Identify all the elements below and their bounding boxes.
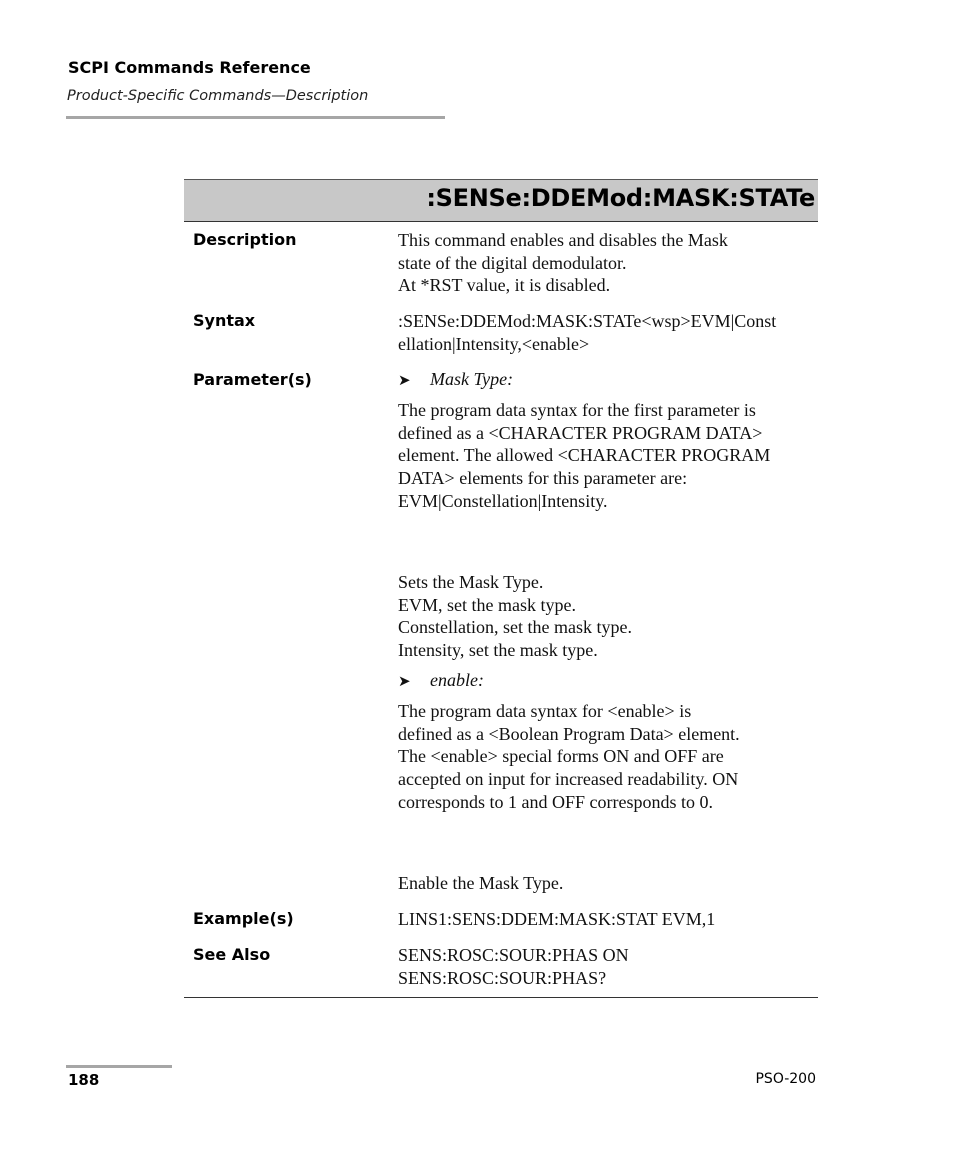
syntax-line: :SENSe:DDEMod:MASK:STATe<wsp>EVM|Const (398, 311, 777, 331)
table-bottom-divider (184, 997, 818, 998)
explanation-line: Sets the Mask Type. (398, 572, 544, 592)
see-also-line: SENS:ROSC:SOUR:PHAS ON (398, 945, 629, 965)
running-header-title: SCPI Commands Reference (68, 58, 311, 77)
definition-line: The <enable> special forms ON and OFF are (398, 746, 724, 767)
parameter-bullet (398, 670, 484, 691)
syntax-line: ellation|Intensity,<enable> (398, 333, 590, 354)
parameter-definition (398, 700, 818, 814)
running-header-subtitle: Product-Specific Commands—Description (67, 88, 369, 104)
description-label: Description (193, 230, 297, 249)
parameter-explanation (398, 571, 818, 662)
definition-line: element. The allowed <CHARACTER PROGRAM (398, 445, 771, 466)
example-line: LINS1:SENS:DDEM:MASK:STAT EVM,1 (398, 909, 716, 929)
header-divider (66, 116, 445, 119)
arrowhead-bullet-icon: ➤ (398, 674, 411, 690)
description-line: At *RST value, it is disabled. (398, 275, 611, 296)
see-also-label: See Also (193, 945, 271, 964)
examples-label: Example(s) (193, 909, 294, 928)
parameters-label: Parameter(s) (193, 370, 312, 389)
command-title-bar (184, 179, 818, 222)
explanation-line: Enable the Mask Type. (398, 873, 564, 893)
footer-divider (66, 1065, 172, 1068)
arrowhead-bullet-icon: ➤ (398, 373, 411, 389)
syntax-label: Syntax (193, 311, 256, 330)
description-line: state of the digital demodulator. (398, 252, 627, 273)
explanation-line: EVM, set the mask type. (398, 594, 576, 615)
definition-line: The program data syntax for the first parameter is (398, 400, 756, 420)
definition-line: accepted on input for increased readability. ON (398, 769, 739, 790)
examples-text (398, 908, 818, 931)
see-also-line: SENS:ROSC:SOUR:PHAS? (398, 967, 607, 988)
product-name: PSO-200 (755, 1071, 816, 1087)
parameter-bullet (398, 369, 513, 390)
command-name: :SENSe:DDEMod:MASK:STATe (426, 184, 815, 212)
see-also-text (398, 944, 818, 989)
page-number: 188 (68, 1071, 100, 1089)
parameter-name: enable: (430, 670, 484, 690)
description-line: This command enables and disables the Mask (398, 230, 728, 250)
definition-line: EVM|Constellation|Intensity. (398, 490, 608, 511)
parameter-explanation (398, 872, 818, 895)
syntax-text (398, 310, 818, 355)
description-text (398, 229, 818, 297)
definition-line: DATA> elements for this parameter are: (398, 468, 688, 489)
explanation-line: Constellation, set the mask type. (398, 617, 632, 638)
definition-line: defined as a <CHARACTER PROGRAM DATA> (398, 422, 763, 443)
definition-line: defined as a <Boolean Program Data> element. (398, 723, 740, 744)
definition-line: The program data syntax for <enable> is (398, 701, 692, 721)
parameter-definition (398, 399, 818, 513)
parameter-name: Mask Type: (430, 369, 514, 389)
explanation-line: Intensity, set the mask type. (398, 640, 598, 661)
definition-line: corresponds to 1 and OFF corresponds to 0. (398, 791, 713, 812)
